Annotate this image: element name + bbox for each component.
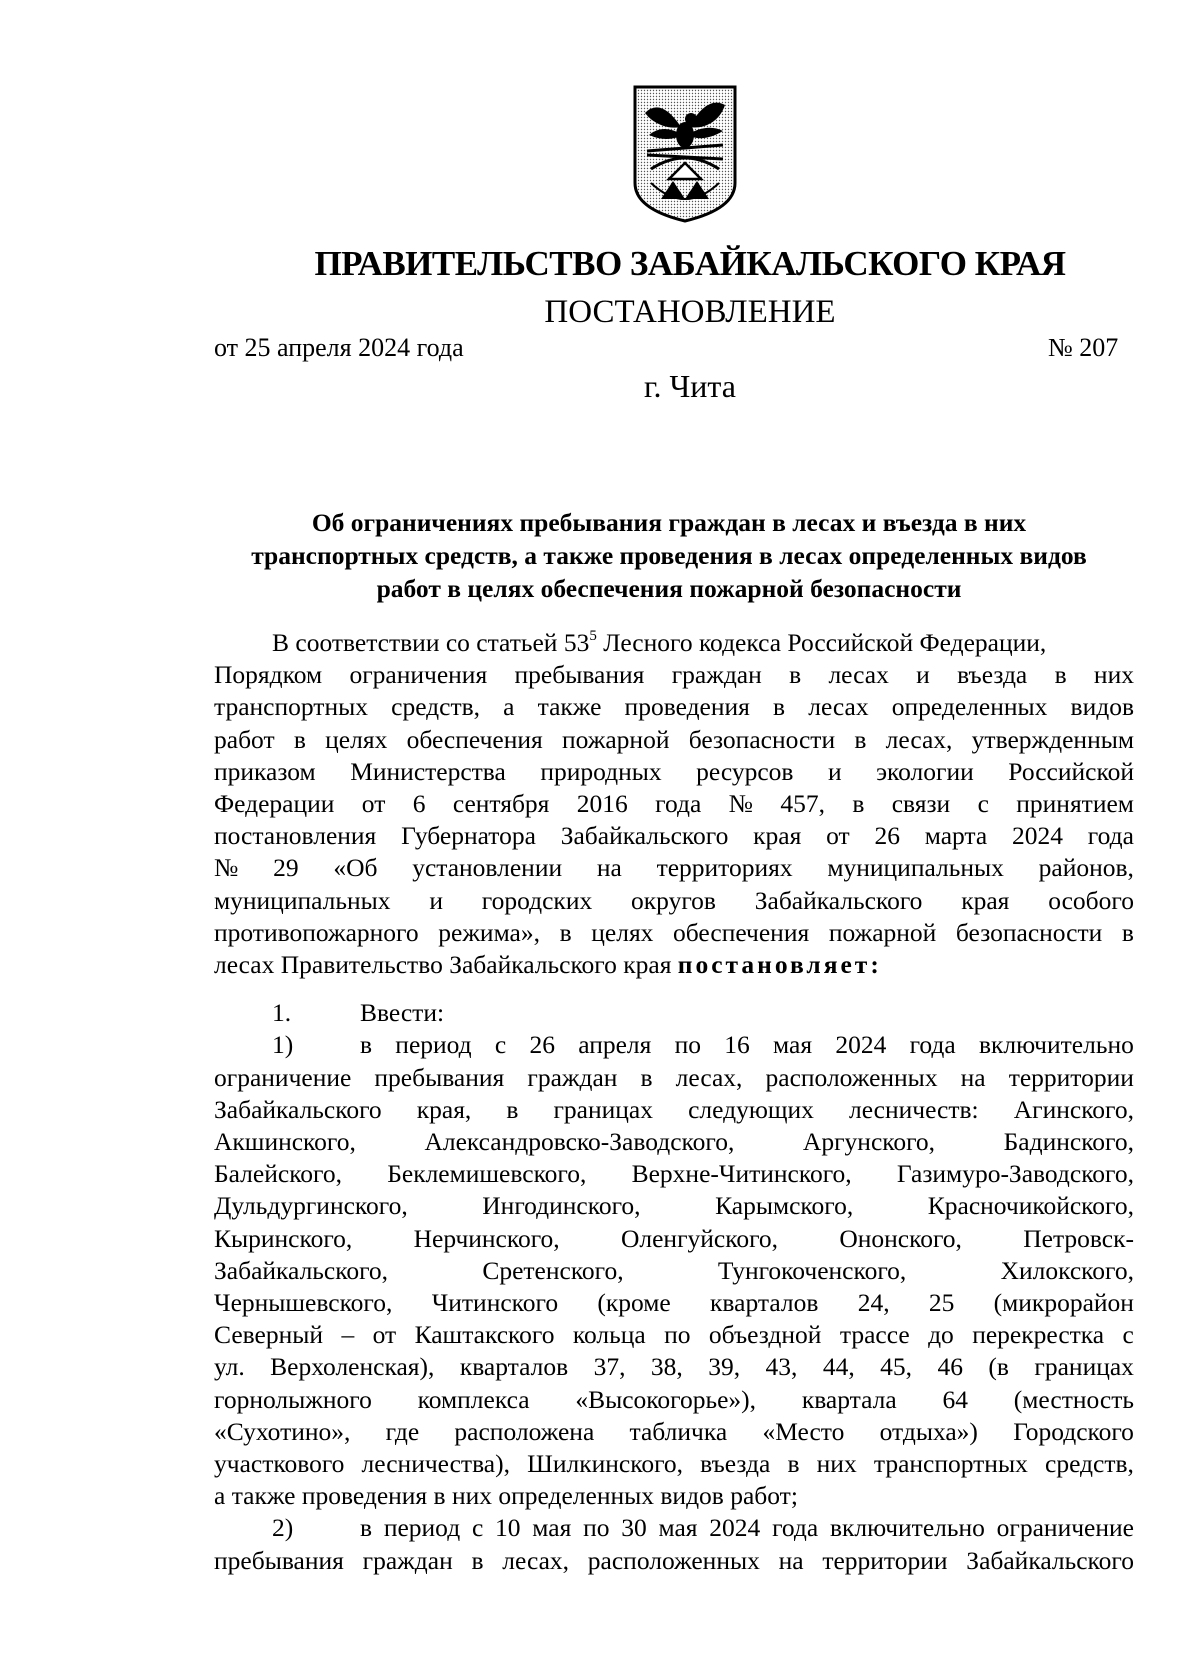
word: ул. [214,1352,245,1382]
subitem-1-first-line [214,1029,1134,1061]
word: и [827,756,842,786]
preamble-text: В соответствии со статьей 53 [272,628,590,657]
word: в [559,917,572,947]
word: следующих [688,1094,814,1124]
word: – [341,1320,355,1350]
word: Каштакского [414,1320,555,1350]
government-title: ПРАВИТЕЛЬСТВО ЗАБАЙКАЛЬСКОГО КРАЯ [314,244,1066,283]
word: Северный [214,1320,324,1350]
word: Сретенского, [482,1255,624,1285]
word: кварталов [710,1288,819,1318]
word: режима», [438,917,540,947]
subitem-number: 1) [272,1030,294,1060]
word: 2024 [1011,821,1063,851]
word: 6 [412,789,426,819]
word: Забайкальского, [214,1255,389,1285]
word: граждан [671,660,762,690]
word: противопожарного [214,917,419,947]
word: Александровско-Заводского, [424,1127,735,1157]
word: табличка [629,1416,728,1446]
word: лесах [828,660,889,690]
word: Аргунского, [802,1127,936,1157]
article-superscript: 5 [589,627,597,644]
word: Беклемишевского, [387,1159,587,1189]
word: средств, [391,692,481,722]
word: ограничения [349,660,488,690]
word: Дульдургинского, [214,1191,408,1221]
word: границах [553,1094,654,1124]
word: (микрорайон [993,1288,1134,1318]
word: 2024 [709,1513,761,1543]
word: ограничение [214,1062,352,1092]
item-1 [214,997,1134,1029]
subitem-line [214,1448,1134,1480]
word: «Высокогорье»), [575,1384,757,1414]
word: в [854,724,867,754]
word: лесничества), [361,1449,510,1479]
word: них [816,1449,857,1479]
word: в [787,1449,800,1479]
word: в [360,1513,373,1543]
word: пожарной [828,917,937,947]
word: до [928,1320,954,1350]
subitem-line [214,1223,1134,1255]
word: (местность [1013,1384,1134,1414]
word: округов [631,885,716,915]
word: Газимуро-Заводского, [896,1159,1134,1189]
document-type: ПОСТАНОВЛЕНИЕ [544,294,836,330]
word: расположенных [765,1062,938,1092]
subitem-number: 2) [272,1513,294,1543]
word: в [852,789,865,819]
word: 24, [857,1288,890,1318]
word: отдыха») [879,1416,978,1446]
word: 30 [621,1513,647,1543]
word: по [664,1320,691,1350]
word: границах [1034,1352,1134,1382]
word: 2016 [576,789,628,819]
word: мая [658,1513,698,1543]
resolution-word: постановляет: [677,950,882,980]
word: экологии [876,756,974,786]
word: граждан [527,1062,618,1092]
word: территории [822,1545,948,1575]
word: утвержденным [971,724,1134,754]
document-city: г. Чита [643,368,736,404]
word: целях [591,917,654,947]
word: 45, [880,1352,913,1382]
word: обеспечения [406,724,543,754]
word: постановления [214,821,377,851]
word: 39, [708,1352,741,1382]
word: № [728,789,753,819]
preamble-text: лесах Правительство Забайкальского края [214,950,678,980]
word: транспортных [214,692,368,722]
word: кольца [572,1320,646,1350]
word: в [640,1062,653,1092]
word: Красночикойского, [927,1191,1134,1221]
word: Нерчинского, [413,1223,560,1253]
word: а [503,692,515,722]
word: в [506,1094,519,1124]
subject-line: транспортных средств, а также проведения в лесах определенных видов [251,541,1087,570]
word: года [655,789,702,819]
word: природных [540,756,662,786]
word: Верхоленская), [270,1352,435,1382]
preamble-line [214,756,1134,788]
word: лесах, [885,724,953,754]
subitem-line [214,1255,1134,1287]
word: Кыринского, [214,1223,353,1253]
document-body [214,627,1134,1577]
word: Министерства [350,756,506,786]
word: в [360,1030,373,1060]
word: 44, [822,1352,855,1382]
word: Петровск- [1023,1223,1134,1253]
word: Порядком [214,660,323,690]
word: по [674,1030,702,1060]
word: 457, [780,789,825,819]
word: средств, [1045,1449,1134,1479]
word: с [494,1030,507,1060]
word: Губернатора [401,821,536,851]
word: лесах [808,692,869,722]
preamble-line [214,885,1134,917]
subitem-line [214,1416,1134,1448]
word: Верхне-Читинского, [631,1159,852,1189]
word: края [753,821,802,851]
word: пребывания [514,660,645,690]
subitem-line [214,1190,1134,1222]
preamble-line [214,917,1134,949]
word: Оленгуйского, [620,1223,779,1253]
word: ресурсов [696,756,794,786]
word: Ингодинского, [482,1191,641,1221]
word: № [214,853,239,883]
word: Забайкальского [214,1094,382,1124]
preamble-text: Лесного кодекса Российской Федерации, [596,628,1047,657]
word: включительно [829,1513,985,1543]
word: сентября [452,789,550,819]
word: где [385,1416,420,1446]
word: 25 [928,1288,955,1318]
word: края [961,885,1010,915]
word: кварталов [459,1352,569,1382]
word: 10 [495,1513,521,1543]
subitem-line [214,1062,1134,1094]
word: 29 [273,853,299,883]
word: в [471,1545,484,1575]
word: участкового [214,1449,345,1479]
word: на [960,1062,986,1092]
word: (кроме [597,1288,671,1318]
word: приказом [214,756,316,786]
word: 2024 [835,1030,887,1060]
word: въезда [700,1449,771,1479]
subitem-line [214,1351,1134,1383]
preamble-line [214,820,1134,852]
word: на [778,1545,804,1575]
word: Читинского [431,1288,559,1318]
word: Забайкальского [966,1545,1134,1575]
preamble-last-line [214,949,1134,981]
word: пребывания [374,1062,505,1092]
word: лесах, [502,1545,570,1575]
word: апреля [578,1030,652,1060]
subitem-line [214,1158,1134,1190]
word: Федерации [214,789,335,819]
preamble-line [214,724,1134,756]
subject-line: работ в целях обеспечения пожарной безопасности [376,574,962,603]
word: по [583,1513,610,1543]
word: Бадинского, [1003,1127,1134,1157]
word: в [1121,917,1134,947]
subitem-line [214,1319,1134,1351]
word: мая [773,1030,813,1060]
word: транспортных [873,1449,1028,1479]
word: 46 [937,1352,963,1382]
word: года [772,1513,819,1543]
word: Хилокского, [1000,1255,1134,1285]
word: пребывания [214,1545,344,1575]
word: установлении [412,853,563,883]
word: проведения [624,692,750,722]
document-subject [214,506,1124,605]
word: включительно [978,1030,1134,1060]
item-text: Ввести: [360,998,445,1028]
word: в [789,660,802,690]
document-number: № 207 [1048,333,1119,362]
word: особого [1048,885,1134,915]
word: 16 [724,1030,750,1060]
word: Ононского, [839,1223,962,1253]
word: видов [1070,692,1134,722]
word: 37, [593,1352,626,1382]
word: расположена [454,1416,595,1446]
word: года [909,1030,956,1060]
word: в [773,692,786,722]
word: Российской [1008,756,1134,786]
word: объездной [708,1320,822,1350]
word: расположенных [587,1545,760,1575]
word: Чернышевского, [214,1288,393,1318]
word: территориях [656,853,793,883]
word: муниципальных [214,885,391,915]
subitem-line [214,1545,1134,1577]
word: в [1054,660,1067,690]
word: в [293,724,306,754]
word: Акшинского, [214,1127,356,1157]
word: Городского [1013,1416,1134,1446]
coat-of-arms-icon [631,83,739,223]
word: и [916,660,930,690]
word: (в [988,1352,1009,1382]
preamble-line [214,691,1134,723]
word: лесничеств: [848,1094,979,1124]
word: лесах, [675,1062,743,1092]
word: целях [325,724,388,754]
word: горнолыжного [214,1384,372,1414]
word: 38, [650,1352,683,1382]
word: обеспечения [673,917,810,947]
word: работ [214,724,275,754]
word: комплекса [417,1384,530,1414]
word: 26 [874,821,900,851]
subitem-line [214,1094,1134,1126]
word: марта [924,821,988,851]
word: мая [532,1513,572,1543]
word: Забайкальского [560,821,729,851]
word: муниципальных [827,853,1004,883]
word: квартала [801,1384,897,1414]
word: и [429,885,443,915]
word: «Сухотино», [214,1416,351,1446]
preamble-line [214,852,1134,884]
word: Агинского, [1013,1094,1134,1124]
word: края, [416,1094,472,1124]
word: них [1093,660,1134,690]
word: Карымского, [715,1191,854,1221]
word: безопасности [688,724,836,754]
word: «Об [333,853,378,883]
word: Забайкальского [754,885,923,915]
subject-line: Об ограничениях пребывания граждан в лесах и въезда в них [311,508,1027,537]
word: городских [481,885,593,915]
word: территории [1008,1062,1134,1092]
subitem-line [214,1287,1134,1319]
word: с [1122,1320,1134,1350]
word: года [1087,821,1134,851]
subitem-line [214,1384,1134,1416]
word: от [826,821,850,851]
word: 64 [942,1384,968,1414]
word: въезда [957,660,1028,690]
word: 26 [529,1030,555,1060]
word: Балейского, [214,1159,342,1189]
word: «Место [762,1416,845,1446]
word: перекрестка [972,1320,1105,1350]
word: на [596,853,622,883]
word: граждан [362,1545,453,1575]
subitem-last-line: а также проведения в них определенных видов работ; [214,1481,798,1511]
preamble-line [214,788,1134,820]
word: районов, [1038,853,1134,883]
word: от [361,789,386,819]
word: от [372,1320,397,1350]
preamble-first-line [214,627,1134,659]
word: также [537,692,602,722]
word: Шилкинского, [527,1449,684,1479]
word: Тунгокоченского, [717,1255,907,1285]
subitem-text [360,1512,1134,1544]
document-date: от 25 апреля 2024 года [214,333,464,362]
preamble-line [214,659,1134,691]
word: пожарной [561,724,670,754]
word: период [395,1030,472,1060]
word: безопасности [955,917,1103,947]
word: определенных [891,692,1048,722]
subitem-2-first-line [214,1512,1134,1544]
subitem-text [360,1029,1134,1061]
word: с [471,1513,484,1543]
word: связи [891,789,951,819]
word: ограничение [996,1513,1134,1543]
subitem-line [214,1126,1134,1158]
item-number: 1. [272,998,292,1028]
word: принятием [1016,789,1134,819]
word: трассе [839,1320,910,1350]
word: с [977,789,989,819]
word: период [383,1513,461,1543]
word: 43, [765,1352,798,1382]
